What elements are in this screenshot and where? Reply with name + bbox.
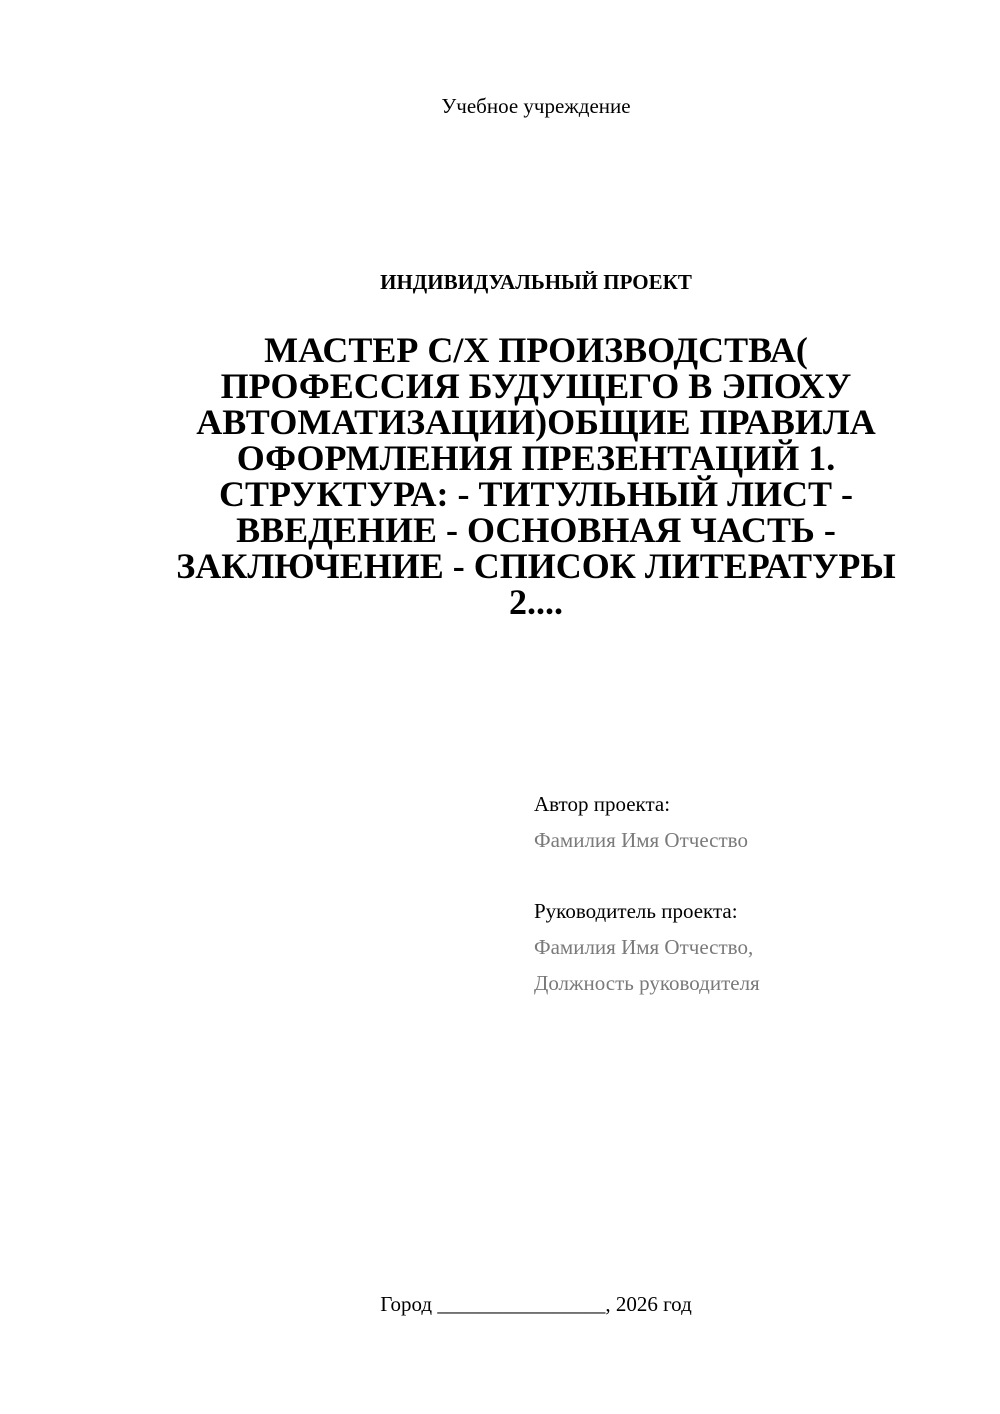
supervisor-position: Должность руководителя	[534, 971, 760, 995]
supervisor-block	[534, 893, 974, 1001]
project-type-label: ИНДИВИДУАЛЬНЫЙ ПРОЕКТ	[380, 270, 692, 294]
author-block	[534, 786, 974, 858]
author-label: Автор проекта:	[534, 792, 671, 816]
supervisor-name: Фамилия Имя Отчество,	[534, 935, 754, 959]
project-title: МАСТЕР С/Х ПРОИЗВОДСТВА( ПРОФЕССИЯ БУДУЩЕГО В ЭПОХУ АВТОМАТИЗАЦИИ)ОБЩИЕ ПРАВИЛА ОФОРМЛЕНИЯ ПРЕЗЕНТАЦИЙ 1. СТРУКТУРА: - ТИТУЛЬНЫЙ ЛИСТ - ВВЕДЕНИЕ - ОСНОВНАЯ ЧАСТЬ - ЗАКЛЮЧЕНИЕ - СПИСОК ЛИТЕРАТУРЫ 2....	[176, 330, 896, 622]
institution-name: Учебное учреждение	[441, 94, 631, 118]
author-name: Фамилия Имя Отчество	[534, 828, 748, 852]
city-year-line: Город ________________, 2026 год	[380, 1292, 692, 1316]
supervisor-label: Руководитель проекта:	[534, 899, 738, 923]
